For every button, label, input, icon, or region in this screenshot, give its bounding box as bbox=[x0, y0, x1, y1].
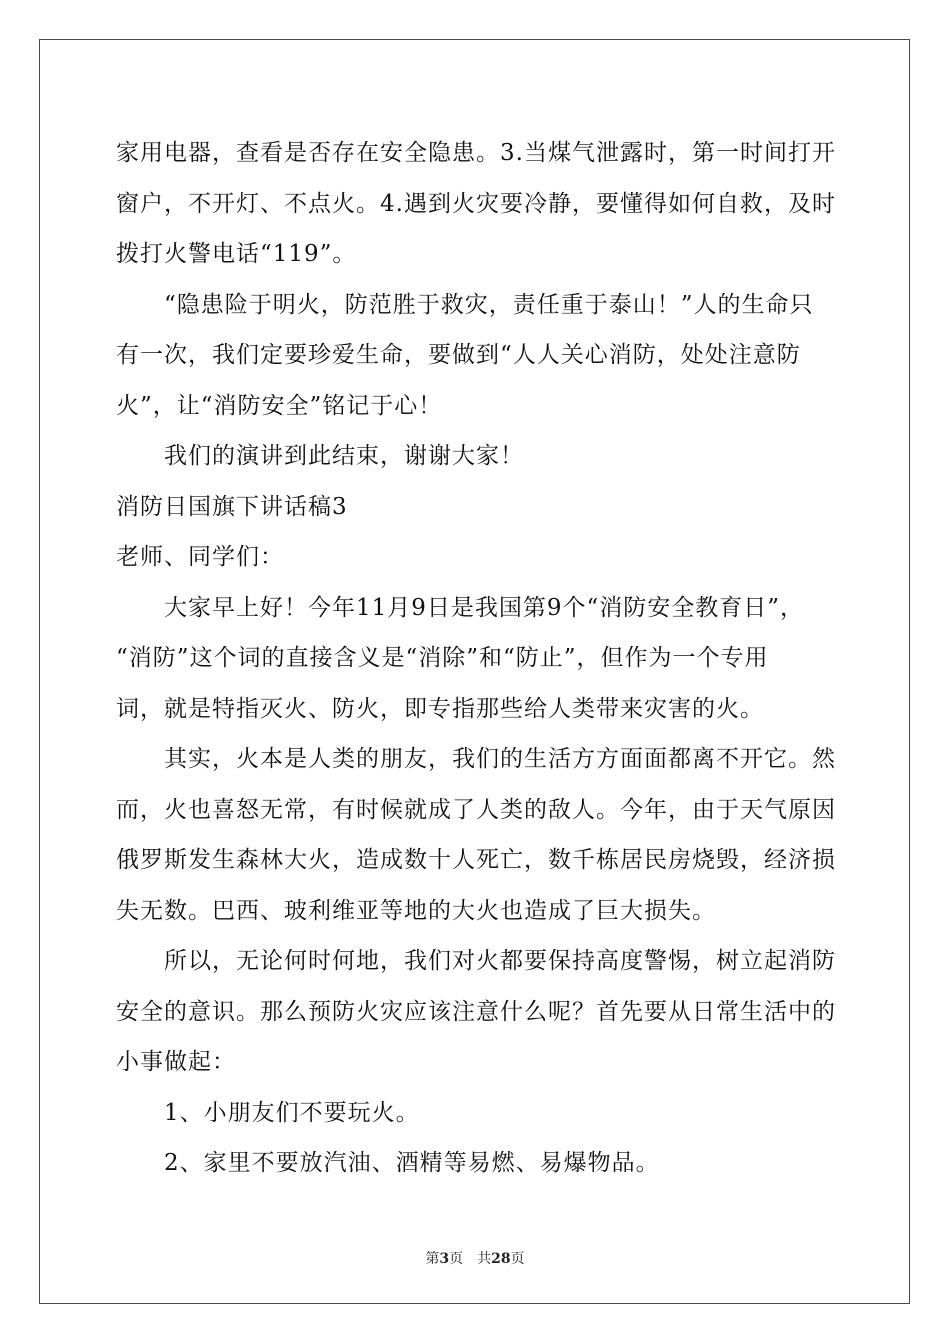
list-item: 2、家里不要放汽油、酒精等易燃、易爆物品。 bbox=[164, 1150, 660, 1176]
text-line: 家用电器，查看是否存在安全隐患。3.当煤气泄露时，第一时间打开 bbox=[116, 140, 836, 166]
text-line: 失无数。巴西、玻利维亚等地的大火也造成了巨大损失。 bbox=[116, 897, 716, 924]
text-line: 有一次，我们定要珍爱生命，要做到“人人关心消防，处处注意防 bbox=[116, 342, 801, 368]
text-line: 拨打火警电话“119”。 bbox=[116, 241, 357, 267]
text-line: 火”，让“消防安全”铭记于心！ bbox=[116, 392, 443, 419]
text-line: 而，火也喜怒无常，有时候就成了人类的敌人。今年，由于天气原因 bbox=[116, 796, 836, 823]
page-footer bbox=[0, 1248, 950, 1268]
footer-prefix: 第 bbox=[425, 1251, 440, 1267]
text-line: 窗户，不开灯、不点火。4.遇到火灾要冷静，要懂得如何自救，及时 bbox=[116, 190, 836, 217]
salutation: 老师、同学们： bbox=[116, 544, 284, 570]
section-heading: 消防日国旗下讲话稿3 bbox=[116, 493, 348, 520]
text-line: 小事做起： bbox=[116, 1049, 236, 1075]
footer-page-total: 28 bbox=[491, 1251, 511, 1267]
text-line: 俄罗斯发生森林大火，造成数十人死亡，数千栋居民房烧毁，经济损 bbox=[116, 847, 836, 873]
footer-page-number: 3 bbox=[439, 1251, 450, 1267]
footer-middle: 页 共 bbox=[449, 1251, 492, 1267]
paragraph-line: 大家早上好！今年11月9日是我国第9个“消防安全教育日”， bbox=[164, 594, 805, 621]
list-item: 1、小朋友们不要玩火。 bbox=[164, 1099, 420, 1126]
paragraph-line: 所以，无论何时何地，我们对火都要保持高度警惕，树立起消防 bbox=[164, 948, 836, 974]
document-body bbox=[116, 128, 836, 1189]
paragraph-line: 我们的演讲到此结束，谢谢大家！ bbox=[164, 443, 524, 469]
paragraph-line: “隐患险于明火，防范胜于救灾，责任重于泰山！”人的生命只 bbox=[164, 291, 814, 318]
text-line: 词，就是特指灭火、防火，即专指那些给人类带来灾害的火。 bbox=[116, 695, 764, 722]
paragraph-line: 其实，火本是人类的朋友，我们的生活方方面面都离不开它。然 bbox=[164, 746, 836, 772]
footer-suffix: 页 bbox=[510, 1251, 525, 1267]
text-line: “消防”这个词的直接含义是“消除”和“防止”，但作为一个专用 bbox=[116, 645, 769, 671]
text-line: 安全的意识。那么预防火灾应该注意什么呢？首先要从日常生活中的 bbox=[116, 998, 836, 1025]
